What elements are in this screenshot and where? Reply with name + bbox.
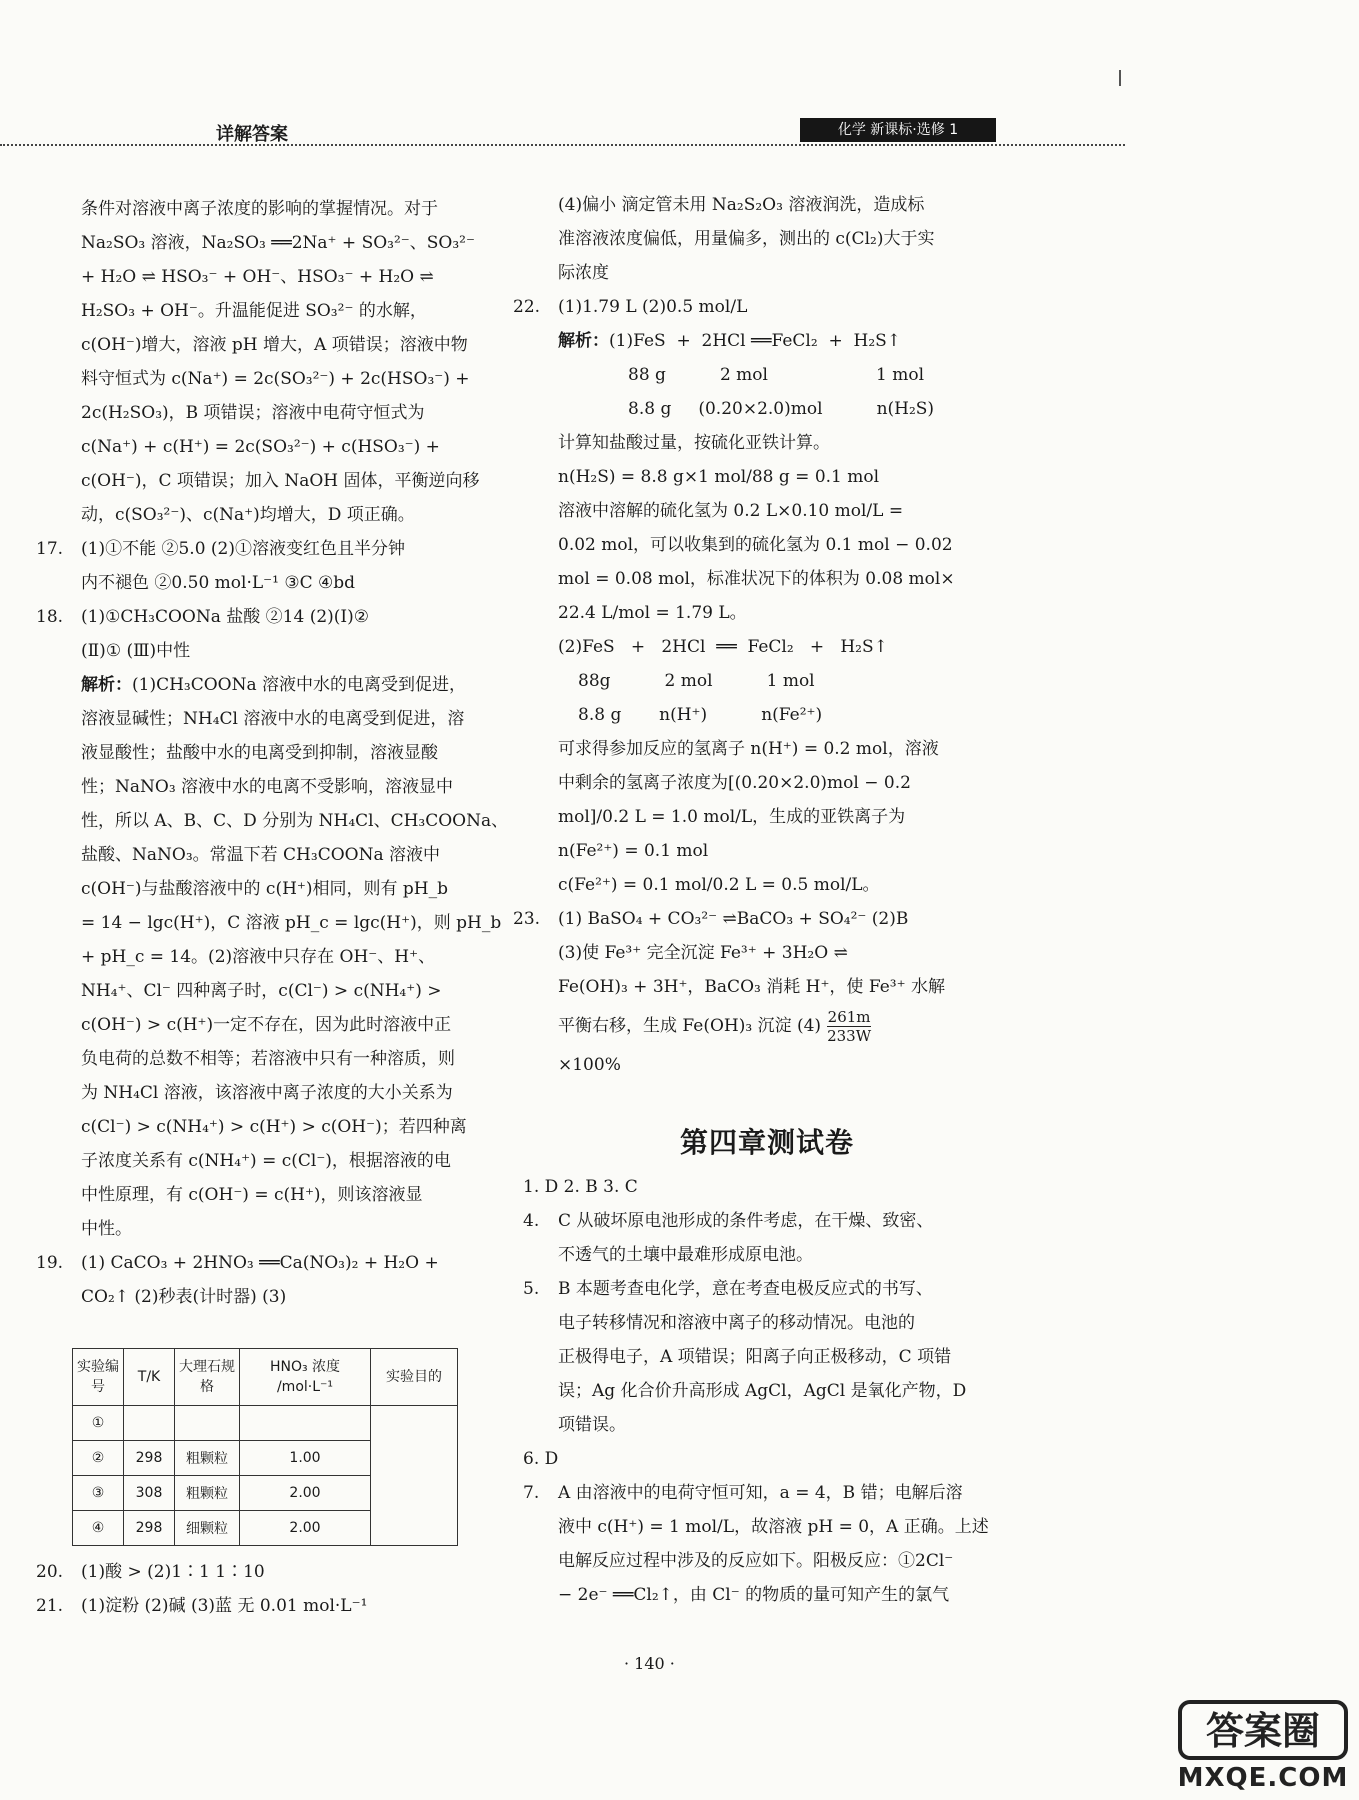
text-line: Na₂SO₃ 溶液，Na₂SO₃ ══2Na⁺ + SO₃²⁻、SO₃²⁻	[81, 233, 475, 253]
table-cell	[175, 1406, 240, 1441]
text-line: 动，c(SO₃²⁻)、c(Na⁺)均增大，D 项正确。	[81, 505, 415, 525]
analysis-line: 溶液显碱性；NH₄Cl 溶液中水的电离受到促进，溶	[81, 709, 465, 729]
header-subject-badge: 化学 新课标·选修 1	[800, 118, 996, 142]
analysis-line: 性；NaNO₃ 溶液中水的电离不受影响，溶液显中	[81, 777, 454, 797]
answer-line: (3)使 Fe³⁺ 完全沉淀 Fe³⁺ + 3H₂O ⇌	[558, 943, 848, 963]
svg-text:答案圈: 答案圈	[1205, 1709, 1321, 1753]
header-rule	[0, 144, 1125, 146]
right-column	[513, 188, 1013, 1082]
table-row	[73, 1406, 458, 1441]
answer-line: CO₂↑ (2)秒表(计时器) (3)	[81, 1287, 287, 1307]
analysis-label: 解析：	[81, 675, 132, 695]
text-line: c(OH⁻)增大，溶液 pH 增大，A 项错误；溶液中物	[81, 335, 468, 355]
text-line: c(OH⁻)，C 项错误；加入 NaOH 固体，平衡逆向移	[81, 471, 480, 491]
table-header-cell: 实验编号	[73, 1349, 124, 1406]
analysis-line: 中性原理，有 c(OH⁻) = c(H⁺)，则该溶液显	[81, 1185, 423, 1205]
table-cell: ④	[73, 1511, 124, 1546]
table-cell: ②	[73, 1441, 124, 1476]
analysis-line: 溶液中溶解的硫化氢为 0.2 L×0.10 mol/L =	[558, 501, 904, 521]
question-number: 21.	[36, 1596, 64, 1616]
question-number: 20.	[36, 1562, 64, 1582]
question-number: 17.	[36, 539, 64, 559]
analysis-label: 解析：	[558, 331, 609, 351]
question-17	[36, 532, 536, 566]
answer-line: (1)①CH₃COONa 盐酸 ②14 (2)(Ⅰ)②	[81, 607, 370, 627]
table-cell: 298	[124, 1511, 175, 1546]
margin-mark	[1119, 70, 1121, 86]
analysis-line	[513, 324, 1013, 358]
analysis-line: 盐酸、NaNO₃。常温下若 CH₃COONa 溶液中	[81, 845, 440, 865]
equation: (1)FeS + 2HCl ══FeCl₂ + H₂S↑	[609, 331, 902, 351]
fraction	[827, 1008, 871, 1045]
text-line: 际浓度	[558, 263, 609, 283]
answer-line: ×100%	[558, 1055, 621, 1075]
fraction-numerator: 261m	[827, 1008, 871, 1026]
question-number: 19.	[36, 1253, 64, 1273]
chapter-answers	[513, 1170, 1013, 1612]
answer-line: (1)1.79 L (2)0.5 mol/L	[558, 297, 748, 317]
equation-row: 88 g 2 mol 1 mol	[628, 365, 925, 385]
answer-line: 1. D 2. B 3. C	[523, 1177, 638, 1197]
analysis-line: c(OH⁻)与盐酸溶液中的 c(H⁺)相同，则有 pH_b	[81, 879, 449, 899]
answer-line: (1)①不能 ②5.0 (2)①溶液变红色且半分钟	[81, 539, 406, 559]
question-number: 4.	[523, 1211, 540, 1231]
analysis-line: 中性。	[81, 1219, 132, 1239]
question-number: 23.	[513, 909, 541, 929]
table-cell: 粗颗粒	[175, 1476, 240, 1511]
analysis-line: 负电荷的总数不相等；若溶液中只有一种溶质，则	[81, 1049, 455, 1069]
question-number: 18.	[36, 607, 64, 627]
table-cell: 粗颗粒	[175, 1441, 240, 1476]
table-header-cell: 大理石规格	[175, 1349, 240, 1406]
question-number: 7.	[523, 1483, 540, 1503]
analysis-line: 子浓度关系有 c(NH₄⁺) = c(Cl⁻)，根据溶液的电	[81, 1151, 451, 1171]
analysis-line: 性，所以 A、B、C、D 分别为 NH₄Cl、CH₃COONa、	[81, 811, 509, 831]
answer-line: (1)酸 > (2)1∶1 1∶10	[81, 1562, 265, 1582]
question-number: 5.	[523, 1279, 540, 1299]
answer-line: 正极得电子，A 项错误；阳离子向正极移动，C 项错	[558, 1347, 952, 1367]
analysis-line: c(Cl⁻) > c(NH₄⁺) > c(H⁺) > c(OH⁻)；若四种离	[81, 1117, 467, 1137]
analysis-line: n(Fe²⁺) = 0.1 mol	[558, 841, 709, 861]
answer-line: Fe(OH)₃ + 3H⁺，BaCO₃ 消耗 H⁺，使 Fe³⁺ 水解	[558, 977, 945, 997]
answer-line: (1)淀粉 (2)碱 (3)蓝 无 0.01 mol·L⁻¹	[81, 1596, 368, 1616]
answer-line: 电解反应过程中涉及的反应如下。阳极反应：①2Cl⁻	[558, 1551, 954, 1571]
equation-row: 8.8 g (0.20×2.0)mol n(H₂S)	[628, 399, 935, 419]
answer-line: 内不褪色 ②0.50 mol·L⁻¹ ③C ④bd	[81, 573, 355, 593]
analysis-line: c(OH⁻) > c(H⁺)一定不存在，因为此时溶液中正	[81, 1015, 452, 1035]
text-line: (4)偏小 滴定管未用 Na₂S₂O₃ 溶液润洗，造成标	[558, 195, 925, 215]
text-line: H₂SO₃ + OH⁻。升温能促进 SO₃²⁻ 的水解，	[81, 301, 427, 321]
table-header-cell: HNO₃ 浓度 /mol·L⁻¹	[240, 1349, 371, 1406]
table-cell: 308	[124, 1476, 175, 1511]
question-23	[513, 902, 1013, 936]
left-column	[36, 192, 536, 1314]
table-cell	[240, 1406, 371, 1441]
analysis-line: c(Fe²⁺) = 0.1 mol/0.2 L = 0.5 mol/L。	[558, 875, 880, 895]
question-22	[513, 290, 1013, 324]
answer-text: 平衡右移，生成 Fe(OH)₃ 沉淀 (4)	[558, 1016, 822, 1036]
text-line: + H₂O ⇌ HSO₃⁻ + OH⁻、HSO₃⁻ + H₂O ⇌	[81, 267, 434, 287]
text-line: 准溶液浓度偏低，用量偏多，测出的 c(Cl₂)大于实	[558, 229, 935, 249]
equation: (2)FeS + 2HCl ══ FeCl₂ + H₂S↑	[558, 637, 888, 657]
text-line: 条件对溶液中离子浓度的影响的掌握情况。对于	[81, 199, 438, 219]
question-21	[36, 1589, 536, 1623]
answer-line: − 2e⁻ ══Cl₂↑，由 Cl⁻ 的物质的量可知产生的氯气	[558, 1585, 950, 1605]
text-line: 料守恒式为 c(Na⁺) = 2c(SO₃²⁻) + 2c(HSO₃⁻) +	[81, 369, 470, 389]
question-18	[36, 600, 536, 634]
answer-line: (Ⅱ)① (Ⅲ)中性	[81, 641, 191, 661]
table-cell	[124, 1406, 175, 1441]
analysis-line: mol = 0.08 mol，标准状况下的体积为 0.08 mol×	[558, 569, 955, 589]
answer-line: 电子转移情况和溶液中离子的移动情况。电池的	[558, 1313, 915, 1333]
watermark-icon	[1178, 1700, 1348, 1792]
analysis-line: mol]/0.2 L = 1.0 mol/L，生成的亚铁离子为	[558, 807, 906, 827]
analysis-line: 为 NH₄Cl 溶液，该溶液中离子浓度的大小关系为	[81, 1083, 453, 1103]
experiment-table	[72, 1348, 458, 1546]
analysis-line: 液显酸性；盐酸中水的电离受到抑制，溶液显酸	[81, 743, 438, 763]
answer-line: 液中 c(H⁺) = 1 mol/L，故溶液 pH = 0，A 正确。上述	[558, 1517, 989, 1537]
table-cell: 细颗粒	[175, 1511, 240, 1546]
svg-text:MXQE.COM: MXQE.COM	[1178, 1763, 1348, 1792]
page-number: · 140 ·	[624, 1654, 675, 1673]
answer-line: 误；Ag 化合价升高形成 AgCl，AgCl 是氧化产物，D	[558, 1381, 967, 1401]
answer-text: A 由溶液中的电荷守恒可知，a = 4，B 错；电解后溶	[558, 1483, 963, 1503]
question-19	[36, 1246, 536, 1280]
table-header-cell: 实验目的	[371, 1349, 458, 1406]
analysis-line: 0.02 mol，可以收集到的硫化氢为 0.1 mol − 0.02	[558, 535, 953, 555]
analysis-line: 22.4 L/mol = 1.79 L。	[558, 603, 747, 623]
answer-text: C 从破坏原电池形成的条件考虑，在干燥、致密、	[558, 1211, 934, 1231]
analysis-line: 计算知盐酸过量，按硫化亚铁计算。	[558, 433, 830, 453]
analysis-line: 可求得参加反应的氢离子 n(H⁺) = 0.2 mol，溶液	[558, 739, 939, 759]
table-cell: ①	[73, 1406, 124, 1441]
analysis-line: = 14 − lgc(H⁺)，C 溶液 pH_c = lgc(H⁺)，则 pH_b	[81, 913, 502, 933]
answer-line: (1) CaCO₃ + 2HNO₃ ══Ca(NO₃)₂ + H₂O +	[81, 1253, 439, 1273]
text-line: 2c(H₂SO₃)，B 项错误；溶液中电荷守恒式为	[81, 403, 425, 423]
analysis-line: + pH_c = 14。(2)溶液中只存在 OH⁻、H⁺、	[81, 947, 436, 967]
table-cell: ③	[73, 1476, 124, 1511]
question-4	[513, 1204, 1013, 1238]
answer-line: (1) BaSO₄ + CO₃²⁻ ⇌BaCO₃ + SO₄²⁻ (2)B	[558, 909, 909, 929]
table-cell: 298	[124, 1441, 175, 1476]
fraction-denominator: 233W	[827, 1027, 872, 1045]
answer-line	[513, 1004, 1013, 1048]
answer-text: B 本题考查电化学，意在考查电极反应式的书写、	[558, 1279, 933, 1299]
table-cell: 2.00	[240, 1476, 371, 1511]
table-header-cell: T/K	[124, 1349, 175, 1406]
question-7	[513, 1476, 1013, 1510]
analysis-text: (1)CH₃COONa 溶液中水的电离受到促进，	[132, 675, 467, 695]
chapter-title: 第四章测试卷	[680, 1126, 855, 1159]
header-title: 详解答案	[216, 124, 288, 145]
question-number: 22.	[513, 297, 541, 317]
text-line: c(Na⁺) + c(H⁺) = 2c(SO₃²⁻) + c(HSO₃⁻) +	[81, 437, 440, 457]
question-5	[513, 1272, 1013, 1306]
watermark-logo	[1178, 1700, 1348, 1792]
table-cell: 1.00	[240, 1441, 371, 1476]
analysis-line: NH₄⁺、Cl⁻ 四种离子时，c(Cl⁻) > c(NH₄⁺) >	[81, 981, 442, 1001]
equation-row: 8.8 g n(H⁺) n(Fe²⁺)	[578, 705, 823, 725]
question-6: 6. D	[523, 1449, 559, 1469]
question-20	[36, 1555, 536, 1589]
table-header-row	[73, 1349, 458, 1406]
table-cell-purpose	[371, 1406, 458, 1546]
answer-line: 不透气的土壤中最难形成原电池。	[558, 1245, 813, 1265]
left-column-bottom	[36, 1555, 536, 1623]
table-cell: 2.00	[240, 1511, 371, 1546]
analysis-line: n(H₂S) = 8.8 g×1 mol/88 g = 0.1 mol	[558, 467, 880, 487]
answer-line: 项错误。	[558, 1415, 626, 1435]
analysis-line: 中剩余的氢离子浓度为[(0.20×2.0)mol − 0.2	[558, 773, 911, 793]
analysis-line	[36, 668, 536, 702]
equation-row: 88g 2 mol 1 mol	[578, 671, 815, 691]
